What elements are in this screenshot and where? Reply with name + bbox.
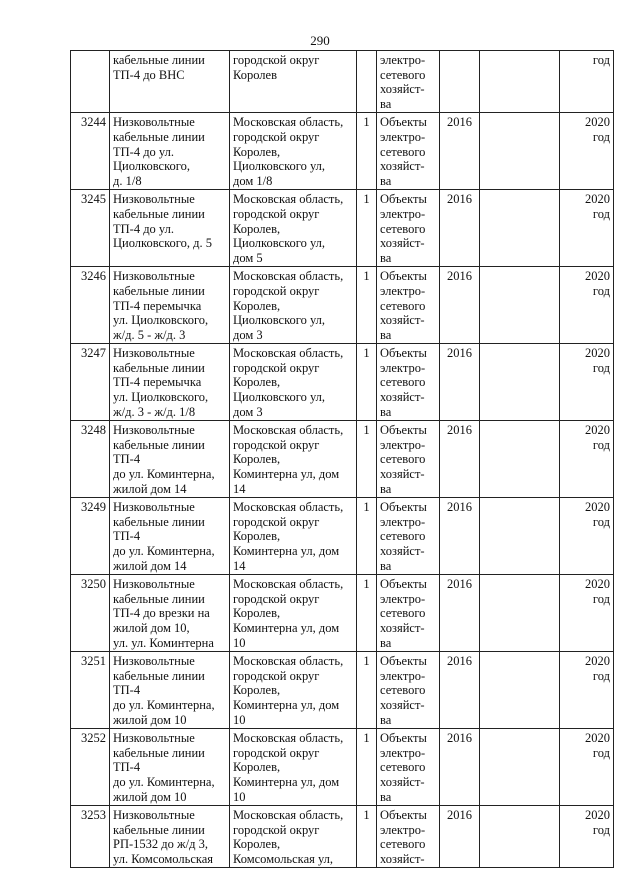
cell-quantity <box>357 421 377 498</box>
cell-object-name-text: Низковольтные кабельные линии ТП-4 до ул. Коминтерна, жилой дом 10 <box>113 731 215 804</box>
cell-address-text: Московская область, городской округ Королев, Коминтерна ул, дом 10 <box>233 731 344 804</box>
cell-year <box>440 498 480 575</box>
cell-address <box>230 190 357 267</box>
cell-quantity-text: 1 <box>363 808 370 823</box>
cell-category-text: Объекты электро- сетевого хозяйст- ва <box>380 500 427 573</box>
cell-term <box>560 652 614 729</box>
cell-year-text: 2016 <box>447 654 472 669</box>
cell-category <box>377 498 440 575</box>
cell-blank <box>480 652 560 729</box>
cell-blank <box>480 575 560 652</box>
cell-quantity <box>357 51 377 113</box>
cell-term-text: 2020 год <box>585 423 610 452</box>
cell-term-text: 2020 год <box>585 192 610 221</box>
cell-category <box>377 51 440 113</box>
cell-category-text: Объекты электро- сетевого хозяйст- ва <box>380 654 427 727</box>
cell-address <box>230 421 357 498</box>
cell-number <box>71 806 110 868</box>
cell-address-text: городской округ Королев <box>233 53 320 82</box>
cell-blank <box>480 267 560 344</box>
cell-quantity-text: 1 <box>363 346 370 361</box>
cell-year <box>440 806 480 868</box>
cell-quantity <box>357 652 377 729</box>
cell-object-name <box>110 806 230 868</box>
cell-term <box>560 498 614 575</box>
cell-category-text: Объекты электро- сетевого хозяйст- ва <box>380 577 427 650</box>
cell-term-text: 2020 год <box>585 269 610 298</box>
table-row <box>71 51 614 113</box>
table-row <box>71 113 614 190</box>
cell-address-text: Московская область, городской округ Королев, Коминтерна ул, дом 10 <box>233 654 344 727</box>
cell-term-text: 2020 год <box>585 731 610 760</box>
cell-number <box>71 652 110 729</box>
cell-number <box>71 51 110 113</box>
cell-address <box>230 575 357 652</box>
cell-quantity <box>357 190 377 267</box>
cell-quantity <box>357 267 377 344</box>
cell-number-text: 3251 <box>81 654 106 669</box>
cell-year <box>440 51 480 113</box>
cell-address-text: Московская область, городской округ Королев, Коминтерна ул, дом 14 <box>233 500 344 573</box>
cell-number <box>71 190 110 267</box>
cell-term <box>560 575 614 652</box>
cell-object-name-text: Низковольтные кабельные линии ТП-4 до ул. Циолковского, д. 5 <box>113 192 212 251</box>
cell-quantity <box>357 498 377 575</box>
cell-address <box>230 267 357 344</box>
cell-term-text: 2020 год <box>585 654 610 683</box>
cell-object-name <box>110 498 230 575</box>
cell-term-text: год <box>592 53 610 67</box>
cell-object-name <box>110 51 230 113</box>
cell-quantity-text: 1 <box>363 577 370 592</box>
cell-number-text: 3253 <box>81 808 106 823</box>
table-row <box>71 344 614 421</box>
cell-term <box>560 113 614 190</box>
table-row <box>71 652 614 729</box>
cell-category <box>377 575 440 652</box>
cell-term <box>560 344 614 421</box>
cell-object-name <box>110 344 230 421</box>
cell-term <box>560 51 614 113</box>
cell-number-text: 3249 <box>81 500 106 515</box>
page-number: 290 <box>310 33 330 48</box>
table-row <box>71 421 614 498</box>
cell-year <box>440 652 480 729</box>
registry-table <box>70 50 614 868</box>
cell-blank <box>480 421 560 498</box>
cell-address-text: Московская область, городской округ Королев, Коминтерна ул, дом 14 <box>233 423 344 496</box>
cell-number-text: 3245 <box>81 192 106 207</box>
cell-object-name <box>110 729 230 806</box>
cell-category-text: Объекты электро- сетевого хозяйст- ва <box>380 346 427 419</box>
table-row <box>71 729 614 806</box>
cell-category-text: Объекты электро- сетевого хозяйст- ва <box>380 423 427 496</box>
cell-number <box>71 344 110 421</box>
cell-year <box>440 729 480 806</box>
table-row <box>71 498 614 575</box>
cell-category-text: Объекты электро- сетевого хозяйст- <box>380 808 427 866</box>
cell-term <box>560 421 614 498</box>
cell-year-text: 2016 <box>447 346 472 361</box>
cell-year-text: 2016 <box>447 577 472 592</box>
cell-object-name-text: Низковольтные кабельные линии ТП-4 до врезки на жилой дом 10, ул. ул. Коминтерна <box>113 577 214 650</box>
cell-quantity <box>357 806 377 868</box>
cell-object-name-text: Низковольтные кабельные линии ТП-4 до ул. Циолковского, д. 1/8 <box>113 115 205 188</box>
cell-blank <box>480 113 560 190</box>
cell-object-name-text: Низковольтные кабельные линии ТП-4 до ул. Коминтерна, жилой дом 10 <box>113 654 215 727</box>
cell-object-name-text: кабельные линии ТП-4 до ВНС <box>113 53 205 82</box>
cell-object-name <box>110 421 230 498</box>
registry-body <box>71 51 614 868</box>
cell-address <box>230 729 357 806</box>
cell-address <box>230 113 357 190</box>
cell-year-text: 2016 <box>447 731 472 746</box>
cell-number-text: 3244 <box>81 115 106 130</box>
cell-blank <box>480 498 560 575</box>
cell-year-text: 2016 <box>447 115 472 130</box>
cell-object-name <box>110 190 230 267</box>
cell-year <box>440 575 480 652</box>
cell-year <box>440 190 480 267</box>
cell-year-text: 2016 <box>447 269 472 284</box>
cell-object-name-text: Низковольтные кабельные линии ТП-4 перемычка ул. Циолковского, ж/д. 5 - ж/д. 3 <box>113 269 209 342</box>
cell-year <box>440 113 480 190</box>
cell-number-text: 3248 <box>81 423 106 438</box>
cell-number-text: 3252 <box>81 731 106 746</box>
cell-number-text: 3246 <box>81 269 106 284</box>
table-row <box>71 267 614 344</box>
cell-quantity <box>357 729 377 806</box>
table-row <box>71 806 614 868</box>
cell-blank <box>480 729 560 806</box>
cell-term-text: 2020 год <box>585 346 610 375</box>
table-row <box>71 190 614 267</box>
cell-address-text: Московская область, городской округ Королев, Циолковского ул, дом 3 <box>233 269 344 342</box>
cell-quantity-text: 1 <box>363 500 370 515</box>
cell-address <box>230 652 357 729</box>
cell-quantity-text: 1 <box>363 269 370 284</box>
cell-quantity-text: 1 <box>363 654 370 669</box>
cell-blank <box>480 806 560 868</box>
cell-category-text: Объекты электро- сетевого хозяйст- ва <box>380 115 427 188</box>
cell-category <box>377 267 440 344</box>
cell-year <box>440 344 480 421</box>
cell-number <box>71 421 110 498</box>
cell-address-text: Московская область, городской округ Королев, Коминтерна ул, дом 10 <box>233 577 344 650</box>
cell-number-text: 3250 <box>81 577 106 592</box>
cell-number <box>71 729 110 806</box>
cell-category-text: электро- сетевого хозяйст- ва <box>380 53 426 111</box>
cell-blank <box>480 51 560 113</box>
cell-year <box>440 267 480 344</box>
cell-number-text: 3247 <box>81 346 106 361</box>
cell-blank <box>480 190 560 267</box>
cell-year-text: 2016 <box>447 423 472 438</box>
cell-term <box>560 267 614 344</box>
cell-object-name <box>110 652 230 729</box>
cell-category <box>377 344 440 421</box>
cell-category <box>377 421 440 498</box>
cell-object-name <box>110 575 230 652</box>
table-row <box>71 575 614 652</box>
cell-term <box>560 190 614 267</box>
cell-address <box>230 806 357 868</box>
cell-category-text: Объекты электро- сетевого хозяйст- ва <box>380 731 427 804</box>
cell-term-text: 2020 год <box>585 808 610 837</box>
cell-object-name <box>110 267 230 344</box>
cell-object-name-text: Низковольтные кабельные линии ТП-4 перемычка ул. Циолковского, ж/д. 3 - ж/д. 1/8 <box>113 346 209 419</box>
cell-address-text: Московская область, городской округ Королев, Циолковского ул, дом 5 <box>233 192 344 265</box>
cell-term <box>560 806 614 868</box>
cell-year-text: 2016 <box>447 192 472 207</box>
cell-quantity <box>357 344 377 421</box>
cell-quantity-text: 1 <box>363 115 370 130</box>
cell-category-text: Объекты электро- сетевого хозяйст- ва <box>380 269 427 342</box>
cell-number <box>71 267 110 344</box>
cell-quantity-text: 1 <box>363 731 370 746</box>
cell-address <box>230 344 357 421</box>
cell-object-name-text: Низковольтные кабельные линии РП-1532 до ж/д 3, ул. Комсомольская <box>113 808 214 866</box>
cell-category <box>377 729 440 806</box>
cell-address <box>230 498 357 575</box>
cell-term-text: 2020 год <box>585 500 610 529</box>
cell-category <box>377 806 440 868</box>
cell-quantity-text: 1 <box>363 423 370 438</box>
cell-address-text: Московская область, городской округ Королев, Комсомольская ул, <box>233 808 344 866</box>
cell-year-text: 2016 <box>447 500 472 515</box>
cell-category <box>377 652 440 729</box>
cell-quantity-text: 1 <box>363 192 370 207</box>
cell-term-text: 2020 год <box>585 577 610 606</box>
cell-object-name-text: Низковольтные кабельные линии ТП-4 до ул. Коминтерна, жилой дом 14 <box>113 423 215 496</box>
cell-address <box>230 51 357 113</box>
cell-address-text: Московская область, городской округ Королев, Циолковского ул, дом 1/8 <box>233 115 344 188</box>
cell-year <box>440 421 480 498</box>
cell-term <box>560 729 614 806</box>
cell-address-text: Московская область, городской округ Королев, Циолковского ул, дом 3 <box>233 346 344 419</box>
cell-object-name <box>110 113 230 190</box>
cell-object-name-text: Низковольтные кабельные линии ТП-4 до ул. Коминтерна, жилой дом 14 <box>113 500 215 573</box>
cell-category <box>377 190 440 267</box>
cell-quantity <box>357 575 377 652</box>
cell-number <box>71 113 110 190</box>
cell-number <box>71 575 110 652</box>
cell-blank <box>480 344 560 421</box>
cell-category <box>377 113 440 190</box>
cell-year-text: 2016 <box>447 808 472 823</box>
cell-category-text: Объекты электро- сетевого хозяйст- ва <box>380 192 427 265</box>
cell-quantity <box>357 113 377 190</box>
cell-term-text: 2020 год <box>585 115 610 144</box>
cell-number <box>71 498 110 575</box>
